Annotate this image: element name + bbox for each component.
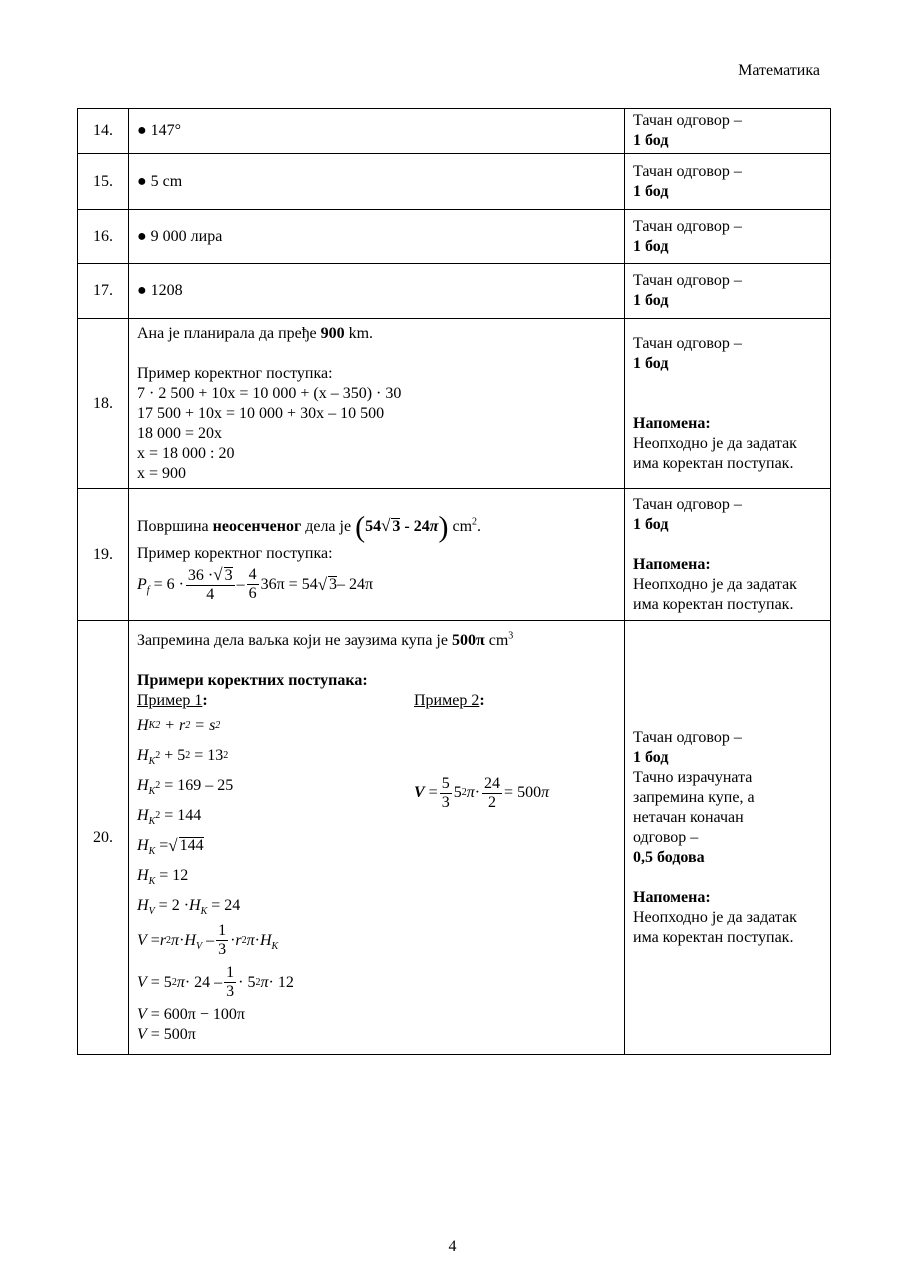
answer-cell bbox=[129, 319, 625, 489]
points-label: Тачан одговор – bbox=[633, 272, 742, 289]
note-title: Напомена: bbox=[633, 555, 711, 573]
table-row bbox=[78, 109, 831, 154]
table-row bbox=[78, 489, 831, 621]
answer-unit: $cm^2$. bbox=[452, 516, 482, 535]
table-row bbox=[78, 210, 831, 264]
answer-unit: $cm^3$ bbox=[488, 630, 514, 649]
solution-step: $H_K$ 2 + 5 2 = 13 2 bbox=[137, 746, 229, 767]
table-row bbox=[78, 621, 831, 1055]
answer-text: Запремина дела ваљка који не заузима купа је bbox=[137, 631, 448, 649]
answer-text: Ана је планирала да пређе bbox=[137, 324, 317, 342]
solution-step: V = 5 2 π · 24 – $\frac{1}{3}$ · 5 2 π · 12 bbox=[137, 964, 294, 1000]
points-label: Тачан одговор – bbox=[633, 112, 742, 129]
points-cell bbox=[625, 621, 831, 1055]
solution-step: 17 500 + 10x = 10 000 + 30x – 10 500 bbox=[137, 404, 385, 422]
answer-unit: km. bbox=[348, 324, 374, 342]
answer-cell: ● 5 cm bbox=[129, 154, 625, 210]
answer-cell: ● 1208 bbox=[129, 264, 625, 319]
answer-cell bbox=[129, 489, 625, 621]
solution-step: $H_K$ 2 = 144 bbox=[137, 806, 202, 827]
answer-value: 500π bbox=[451, 631, 485, 649]
points-label: Тачан одговор – bbox=[633, 162, 742, 180]
points-cell bbox=[625, 319, 831, 489]
answer-text: дела је bbox=[305, 517, 352, 535]
task-number: 19. bbox=[78, 489, 129, 621]
solution-step: x = 900 bbox=[137, 464, 187, 482]
example-2 bbox=[414, 691, 616, 1045]
partial-credit-points: 0,5 бодова bbox=[633, 848, 705, 866]
answer-cell: ● 147° bbox=[129, 109, 625, 154]
answer-emphasis: неосенченог bbox=[212, 517, 302, 535]
solution-step: V = 500π bbox=[137, 1025, 196, 1043]
answer-statement bbox=[137, 631, 616, 651]
solution-step: 7 · 2 500 + 10x = 10 000 + (x – 350) · 30 bbox=[137, 384, 402, 402]
task-number: 14. bbox=[78, 109, 129, 154]
points-cell bbox=[625, 210, 831, 264]
solution-step: V = r 2 π · $H_V$ – $\frac{1}{3}$ · r 2 π · $H_K$ bbox=[137, 922, 279, 958]
note-title: Напомена: bbox=[633, 414, 711, 432]
partial-credit-text: запремина купе, а bbox=[633, 788, 755, 806]
answer-text: Површина bbox=[137, 517, 209, 535]
note-title: Напомена: bbox=[633, 888, 711, 906]
points-value: 1 бод bbox=[633, 182, 669, 200]
points-label: Тачан одговор – bbox=[633, 728, 742, 746]
solution-step: $H_K$ 2 = 169 – 25 bbox=[137, 776, 234, 797]
answer-statement bbox=[137, 324, 616, 344]
points-value: 1 бод bbox=[633, 748, 669, 766]
note-text: Неопходно је да задатак bbox=[633, 434, 797, 452]
points-cell bbox=[625, 264, 831, 319]
solution-step: 18 000 = 20x bbox=[137, 424, 223, 442]
example-title: Пример коректног поступка: bbox=[137, 544, 333, 562]
task-number: 16. bbox=[78, 210, 129, 264]
table-row bbox=[78, 154, 831, 210]
points-label: Тачан одговор – bbox=[633, 495, 742, 513]
solution-step: $H_K$ = 12 bbox=[137, 866, 189, 887]
partial-credit-text: одговор – bbox=[633, 828, 699, 846]
solution-step: H K 2 + r 2 = s 2 bbox=[137, 716, 221, 734]
note-text: Неопходно је да задатак bbox=[633, 908, 797, 926]
header-subject: Математика bbox=[738, 62, 820, 79]
note-text: има коректан поступак. bbox=[633, 454, 794, 472]
solution-step: x = 18 000 : 20 bbox=[137, 444, 235, 462]
points-cell bbox=[625, 489, 831, 621]
task-number: 15. bbox=[78, 154, 129, 210]
solution-formula: $P_f$ = 6 · $\frac{36 \cdot√ 3}{4}$ – $\frac{4}{6}$ 36π = 54 √ 3 – 24π bbox=[137, 564, 374, 603]
answer-cell: ● 9 000 лира bbox=[129, 210, 625, 264]
partial-credit-text: нетачан коначан bbox=[633, 808, 744, 826]
solution-formula: V = $\frac{5}{3}$ 5 2 π · $\frac{24}{2}$ = 500 π bbox=[414, 774, 550, 811]
example-2-label: Пример 2: bbox=[414, 691, 485, 709]
points-value: 1 бод bbox=[633, 354, 669, 372]
points-value: 1 бод bbox=[633, 132, 669, 149]
table-row bbox=[78, 319, 831, 489]
task-number: 18. bbox=[78, 319, 129, 489]
solution-step: V = 600π − 100π bbox=[137, 1005, 245, 1023]
answer-cell bbox=[129, 621, 625, 1055]
answer-key-table bbox=[77, 108, 831, 1055]
task-number: 17. bbox=[78, 264, 129, 319]
points-cell bbox=[625, 154, 831, 210]
example-title: Пример коректног поступка: bbox=[137, 364, 333, 382]
points-label: Тачан одговор – bbox=[633, 217, 742, 235]
solution-step: $H_V$ = 2 · $H_K$ = 24 bbox=[137, 896, 241, 917]
points-value: 1 бод bbox=[633, 237, 669, 255]
partial-credit-text: Тачно израчуната bbox=[633, 768, 753, 786]
note-text: има коректан поступак. bbox=[633, 928, 794, 946]
task-number: 20. bbox=[78, 621, 129, 1055]
points-value: 1 бод bbox=[633, 292, 669, 309]
answer-value: 900 bbox=[320, 324, 345, 342]
table-row bbox=[78, 264, 831, 319]
points-cell bbox=[625, 109, 831, 154]
note-text: Неопходно је да задатак bbox=[633, 575, 797, 593]
solution-step: $H_K$ = √ 144 bbox=[137, 835, 204, 857]
example-1 bbox=[137, 691, 414, 1045]
note-text: има коректан поступак. bbox=[633, 595, 794, 613]
examples-area bbox=[137, 691, 616, 1045]
points-label: Тачан одговор – bbox=[633, 334, 742, 352]
answer-statement bbox=[137, 512, 616, 542]
examples-title: Примери коректних поступака: bbox=[137, 671, 368, 689]
example-1-label: Пример 1: bbox=[137, 691, 208, 709]
points-value: 1 бод bbox=[633, 515, 669, 533]
answer-formula: (54√ 3 - 24π) bbox=[355, 510, 449, 544]
page-number: 4 bbox=[448, 1238, 457, 1255]
